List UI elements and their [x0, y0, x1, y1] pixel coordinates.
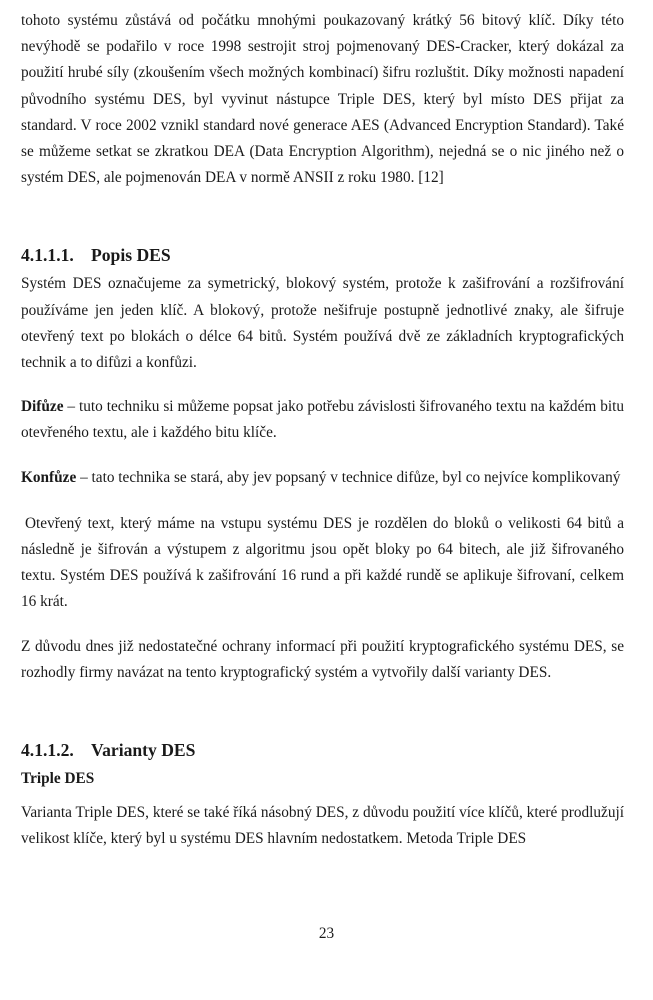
spacer — [21, 491, 624, 511]
section-heading-popis-des — [21, 243, 624, 267]
popis-des-paragraph-3: Z důvodu dnes již nedostatečné ochrany informací při použití kryptografického systému DES, se rozhodly firmy navázat na tento kryptografický systém a vytvořily další varianty DES. — [21, 637, 624, 681]
confusion-term: Konfůze — [21, 468, 77, 486]
section-number: 4.1.1.1. — [21, 245, 74, 266]
diffusion-text: – tuto techniku si můžeme popsat jako potřebu závislosti šifrovaného textu na každém bitu otevřeného textu, ale i každého bitu klíče. — [21, 398, 624, 442]
spacer — [21, 376, 624, 394]
diffusion-paragraph — [21, 394, 624, 446]
section-number: 4.1.1.2. — [21, 740, 74, 761]
section-heading-varianty-des — [21, 738, 624, 762]
spacer — [21, 447, 624, 465]
intro-paragraph: tohoto systému zůstává od počátku mnohými poukazovaný krátký 56 bitový klíč. Díky této nevýhodě se podařilo v roce 1998 sestrojit stroj pojmenovaný DES-Cracker, který dokázal za použití hrubé síly (zkoušením všech možných kombinací) šifru rozluštit. Díky možnosti napadení původního systému DES, byl vyvinut nástupce Triple DES, který byl místo DES přijat za standard. V roce 2002 vznikl standard nové generace AES (Advanced Encryption Standard). Také se můžeme setkat se zkratkou DEA (Data Encryption Algorithm), nejedná se o nic jiného než o systém DES, ale pojmenován DEA v normě ANSII z roku 1980. [12] — [21, 12, 624, 187]
spacer — [21, 686, 624, 738]
document-page — [21, 8, 624, 852]
spacer — [21, 616, 624, 634]
popis-des-paragraph-2: Otevřený text, který máme na vstupu systému DES je rozdělen do bloků o velikosti 64 bitů a následně je šifrován a výstupem z algoritmu jsou opět bloky po 64 bitech, ale již šifrovaného textu. Systém DES používá k zašifrování 16 rund a při každé rundě se aplikuje šifrovaní, celkem 16 krát. — [21, 514, 624, 611]
subheading-triple-des: Triple DES — [21, 770, 95, 788]
confusion-paragraph — [21, 465, 624, 491]
spacer — [21, 792, 624, 800]
confusion-text: – tato technika se stará, aby jev popsaný v technice difůze, byl co nejvíce komplikovaný — [76, 468, 621, 486]
spacer — [21, 191, 624, 243]
diffusion-term: Difůze — [21, 398, 64, 416]
section-title: Popis DES — [91, 245, 171, 266]
section-title: Varianty DES — [91, 740, 196, 761]
page-number: 23 — [318, 925, 335, 942]
popis-des-paragraph-1: Systém DES označujeme za symetrický, blokový systém, protože k zašifrování a rozšifrování používáme jen jeden klíč. A blokový, protože nešifruje postupně jednotlivé znaky, ale šifruje otevřený text po blokách o délce 64 bitů. Systém používá dvě ze základních kryptografických technik a to difůzi a konfůzi. — [21, 275, 624, 372]
varianty-des-paragraph-1: Varianta Triple DES, které se také říká násobný DES, z důvodu použití více klíčů, které prodlužují velikost klíče, který byl u systému DES hlavním nedostatkem. Metoda Triple DES — [21, 804, 624, 848]
